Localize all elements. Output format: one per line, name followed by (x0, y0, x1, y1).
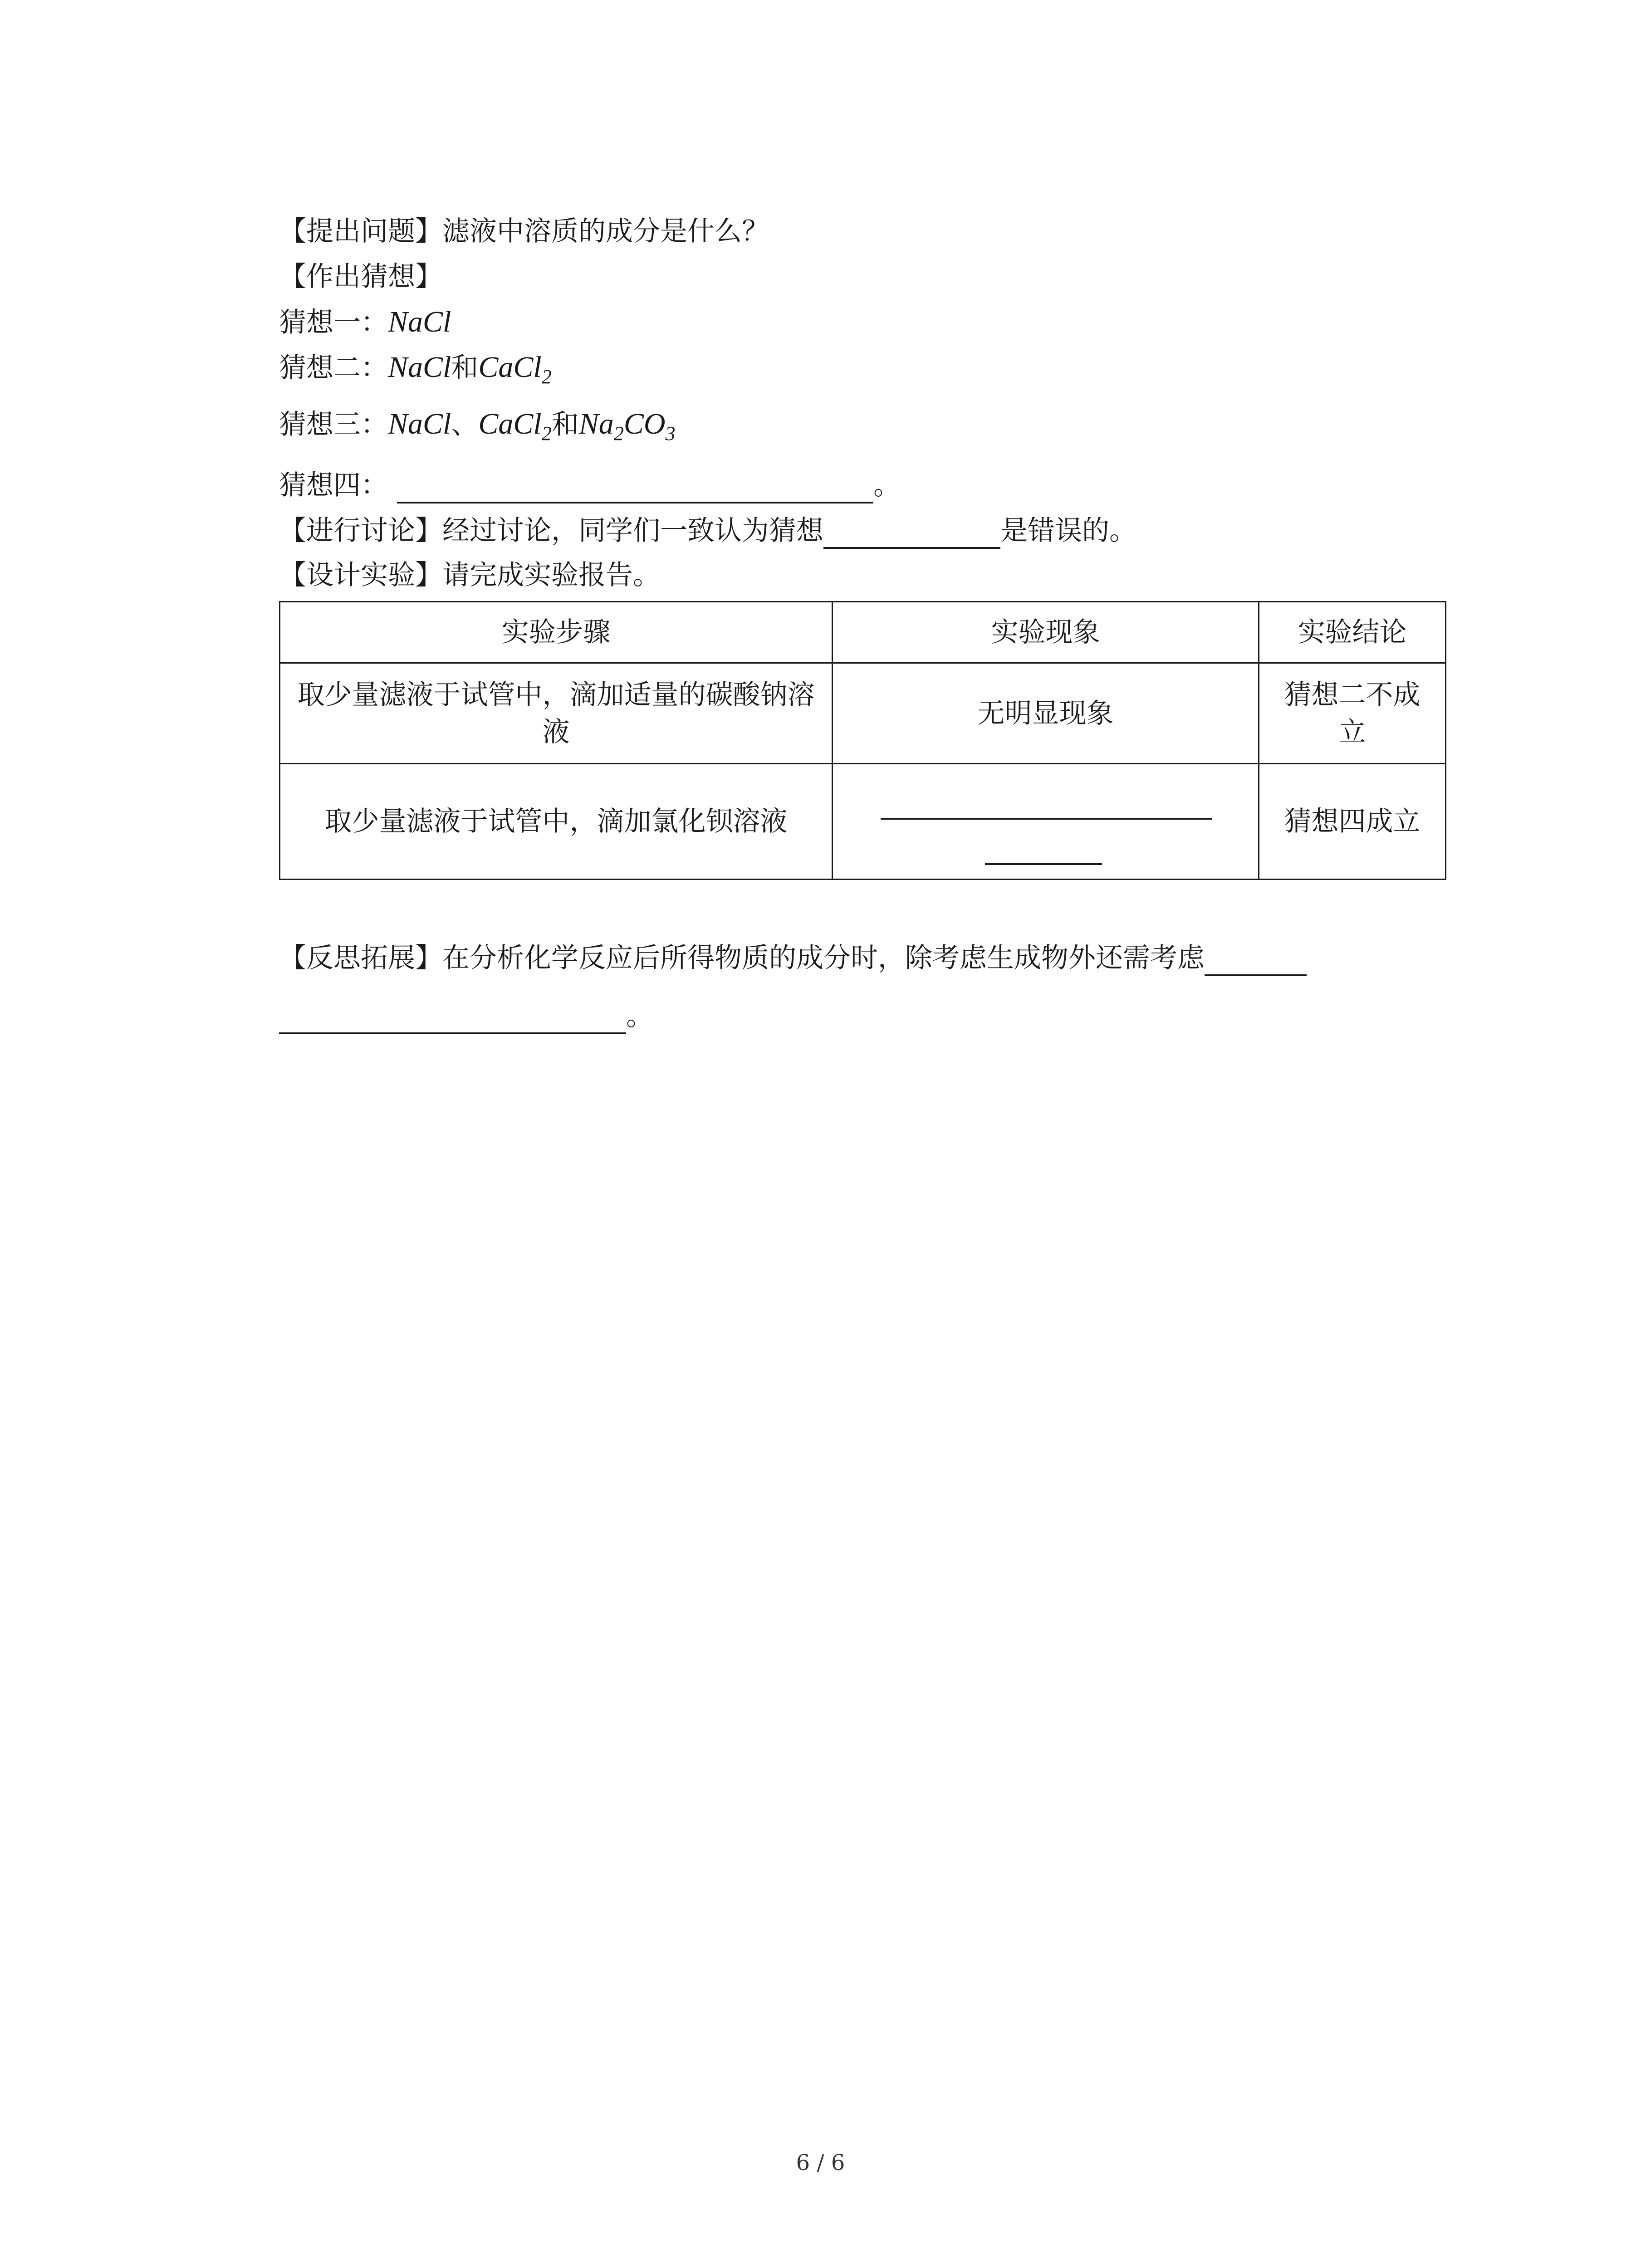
row-2-step: 取少量滤液于试管中，滴加氯化钡溶液 (280, 764, 833, 880)
hypothesis-3-label: 猜想三： (279, 409, 388, 440)
discussion-line (279, 513, 1136, 549)
subscript: 2 (613, 422, 624, 445)
question-line (279, 213, 769, 249)
hypothesis-3-formula (388, 407, 676, 445)
subscript: 3 (665, 422, 676, 445)
formula-co: CO (623, 407, 666, 440)
hypothesis-1-formula: NaCl (388, 305, 451, 338)
formula-cacl: CaCl (478, 407, 542, 440)
discussion-text-after: 是错误的。 (1000, 515, 1136, 547)
discussion-text-before: 经过讨论，同学们一致认为猜想 (442, 515, 823, 547)
reflection-line-2 (279, 998, 653, 1034)
hypothesis-4 (279, 467, 901, 503)
row-2-phenomenon-blank[interactable] (833, 764, 1259, 880)
answer-line-2 (985, 863, 1102, 865)
design-line (279, 557, 660, 593)
table-row (280, 663, 1446, 764)
reflection-end: 。 (626, 1000, 653, 1032)
separator: 、 (451, 409, 479, 440)
row-1-step: 取少量滤液于试管中，滴加适量的碳酸钠溶液 (280, 663, 833, 764)
page-number: 6 / 6 (796, 2150, 845, 2175)
discussion-answer-blank[interactable] (823, 519, 1000, 549)
hypothesis-3 (279, 406, 676, 443)
experiment-report-table (279, 601, 1446, 880)
reflection-answer-blank-1[interactable] (1205, 946, 1307, 976)
hypothesis-4-label: 猜想四： (279, 469, 388, 501)
header-phenomenon: 实验现象 (833, 602, 1259, 663)
row-1-phenomenon: 无明显现象 (833, 663, 1259, 764)
table-header-row (280, 602, 1446, 663)
hypothesis-1-label: 猜想一： (279, 307, 388, 338)
hypothesis-2-label: 猜想二： (279, 352, 388, 384)
question-tag: 【提出问题】 (279, 215, 442, 247)
formula-nacl: NaCl (388, 407, 451, 440)
header-conclusion: 实验结论 (1259, 602, 1446, 663)
reflection-tag: 【反思拓展】 (279, 942, 442, 974)
design-text: 请完成实验报告。 (442, 559, 660, 591)
subscript: 2 (541, 366, 552, 388)
subscript: 2 (541, 422, 552, 445)
hypothesis-2-formula (388, 351, 552, 388)
answer-line-1 (881, 818, 1212, 820)
hypothesis-header: 【作出猜想】 (279, 261, 442, 293)
joiner-and: 和 (451, 352, 479, 384)
joiner-and: 和 (551, 409, 579, 440)
formula-nacl: NaCl (388, 351, 451, 384)
header-step: 实验步骤 (280, 602, 833, 663)
reflection-text: 在分析化学反应后所得物质的成分时，除考虑生成物外还需考虑 (442, 942, 1205, 974)
question-text: 滤液中溶质的成分是什么？ (442, 215, 769, 247)
discussion-tag: 【进行讨论】 (279, 515, 442, 547)
hypothesis-4-answer-blank[interactable] (397, 474, 873, 503)
formula-cacl: CaCl (478, 351, 542, 384)
design-tag: 【设计实验】 (279, 559, 442, 591)
formula-na: Na (578, 407, 614, 440)
row-1-conclusion: 猜想二不成立 (1259, 663, 1446, 764)
reflection-answer-blank-2[interactable] (279, 1004, 626, 1034)
hypothesis-4-end: 。 (873, 469, 901, 501)
reflection-line (279, 940, 1307, 976)
row-2-conclusion: 猜想四成立 (1259, 764, 1446, 880)
hypothesis-1 (279, 304, 451, 341)
table-row (280, 764, 1446, 880)
hypothesis-2 (279, 349, 552, 386)
